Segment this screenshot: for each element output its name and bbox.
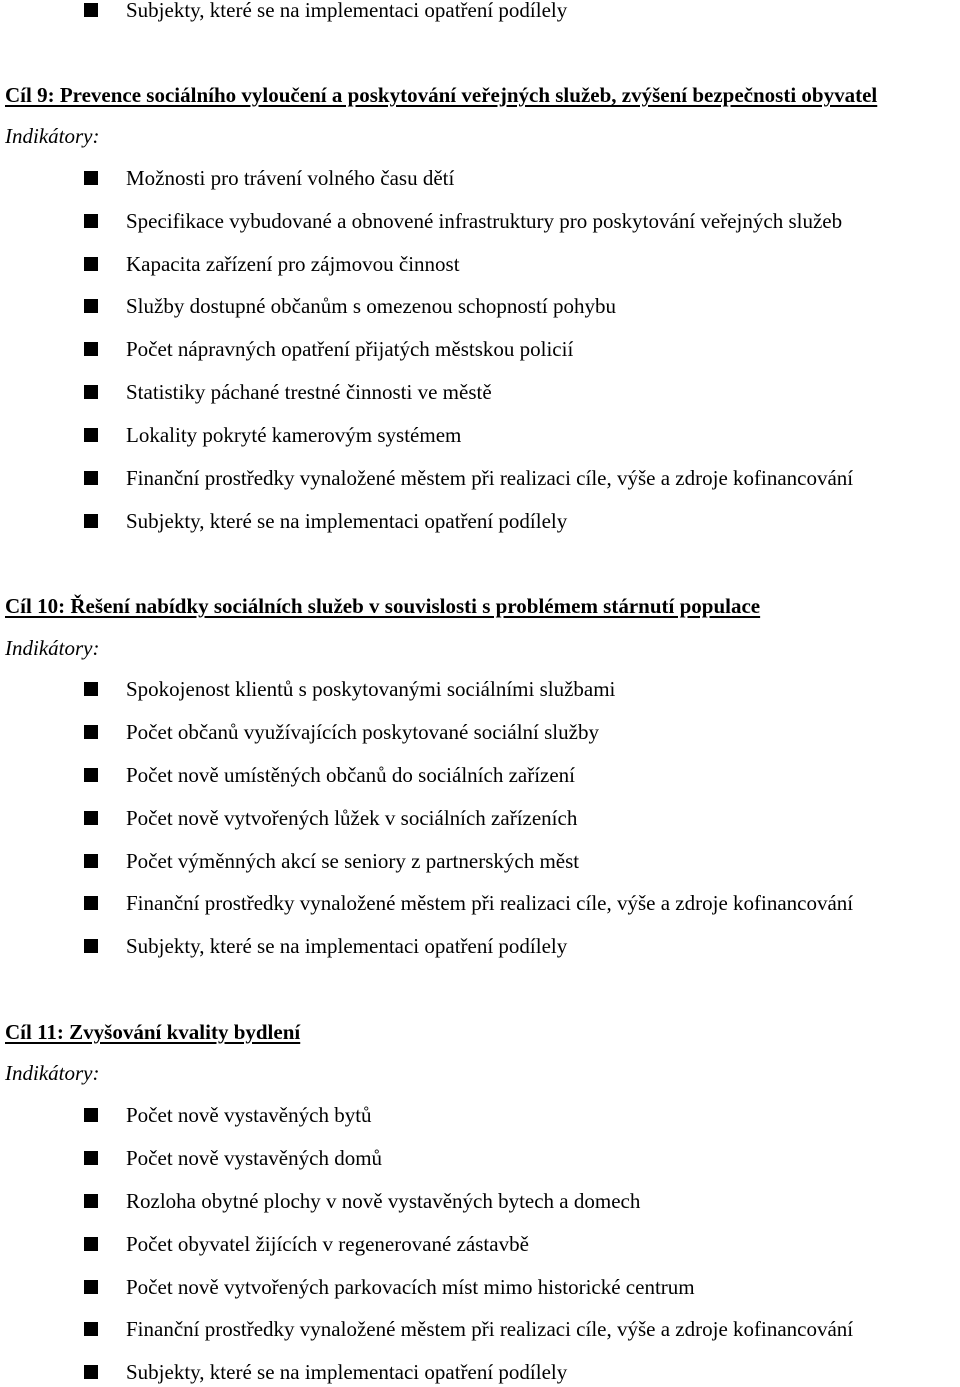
list-item xyxy=(84,165,454,191)
square-bullet-icon xyxy=(84,854,98,868)
list-item xyxy=(84,1316,853,1342)
list-item xyxy=(84,1145,382,1171)
square-bullet-icon xyxy=(84,939,98,953)
square-bullet-icon xyxy=(84,811,98,825)
square-bullet-icon xyxy=(84,1151,98,1165)
square-bullet-icon xyxy=(84,214,98,228)
list-item xyxy=(84,933,567,959)
list-item-text: Počet výměnných akcí se seniory z partnerských měst xyxy=(126,849,580,873)
list-item-text: Lokality pokryté kamerovým systémem xyxy=(126,423,462,447)
list-item-text: Počet nově vytvořených parkovacích míst mimo historické centrum xyxy=(126,1275,695,1299)
square-bullet-icon xyxy=(84,342,98,356)
square-bullet-icon xyxy=(84,1280,98,1294)
list-item-text: Počet nápravných opatření přijatých městskou policií xyxy=(126,337,574,361)
list-item-text: Počet nově vystavěných bytů xyxy=(126,1103,372,1127)
list-item-text: Subjekty, které se na implementaci opatření podílely xyxy=(126,934,568,958)
square-bullet-icon xyxy=(84,768,98,782)
list-item xyxy=(84,1102,372,1128)
list-item xyxy=(84,251,460,277)
square-bullet-icon xyxy=(84,725,98,739)
list-item-text: Možnosti pro trávení volného času dětí xyxy=(126,166,455,190)
list-item-text: Statistiky páchané trestné činnosti ve městě xyxy=(126,380,492,404)
list-item xyxy=(84,1359,567,1385)
list-item xyxy=(84,805,577,831)
list-item-text: Počet nově umístěných občanů do sociálních zařízení xyxy=(126,763,576,787)
square-bullet-icon xyxy=(84,1108,98,1122)
list-item xyxy=(84,762,575,788)
list-item-text: Finanční prostředky vynaložené městem při realizaci cíle, výše a zdroje kofinancování xyxy=(126,466,854,490)
square-bullet-icon xyxy=(84,385,98,399)
list-item xyxy=(84,890,853,916)
list-item xyxy=(84,719,599,745)
list-item xyxy=(84,293,616,319)
list-item xyxy=(84,336,573,362)
list-item-text: Rozloha obytné plochy v nově vystavěných bytech a domech xyxy=(126,1189,641,1213)
list-item xyxy=(84,465,853,491)
square-bullet-icon xyxy=(84,1365,98,1379)
square-bullet-icon xyxy=(84,299,98,313)
square-bullet-icon xyxy=(84,471,98,485)
indicators-label: Indikátory: xyxy=(5,1061,100,1085)
list-item xyxy=(84,208,842,234)
square-bullet-icon xyxy=(84,1194,98,1208)
list-item-text: Specifikace vybudované a obnovené infrastruktury pro poskytování veřejných služeb xyxy=(126,209,843,233)
list-item-text: Počet nově vystavěných domů xyxy=(126,1146,383,1170)
list-item xyxy=(84,1188,640,1214)
list-item xyxy=(84,676,615,702)
list-item-text: Subjekty, které se na implementaci opatření podílely xyxy=(126,0,568,22)
square-bullet-icon xyxy=(84,1322,98,1336)
list-item xyxy=(84,508,567,534)
list-item-text: Spokojenost klientů s poskytovanými sociálními službami xyxy=(126,677,616,701)
indicators-label: Indikátory: xyxy=(5,124,100,148)
list-item-text: Počet občanů využívajících poskytované sociální služby xyxy=(126,720,599,744)
list-item-text: Kapacita zařízení pro zájmovou činnost xyxy=(126,252,460,276)
list-item xyxy=(84,848,579,874)
list-item-text: Počet nově vytvořených lůžek v sociálních zařízeních xyxy=(126,806,578,830)
list-item-text: Subjekty, které se na implementaci opatření podílely xyxy=(126,509,568,533)
list-item xyxy=(84,1274,695,1300)
goal-title: Cíl 9: Prevence sociálního vyloučení a poskytování veřejných služeb, zvýšení bezpečnosti obyvatel xyxy=(5,83,878,107)
list-item-text: Služby dostupné občanům s omezenou schopností pohybu xyxy=(126,294,616,318)
list-item xyxy=(84,379,492,405)
list-item xyxy=(84,0,567,23)
square-bullet-icon xyxy=(84,257,98,271)
list-item xyxy=(84,1231,529,1257)
square-bullet-icon xyxy=(84,428,98,442)
square-bullet-icon xyxy=(84,3,98,17)
goal-title: Cíl 11: Zvyšování kvality bydlení xyxy=(5,1020,301,1044)
square-bullet-icon xyxy=(84,682,98,696)
square-bullet-icon xyxy=(84,1237,98,1251)
square-bullet-icon xyxy=(84,171,98,185)
list-item-text: Počet obyvatel žijících v regenerované zástavbě xyxy=(126,1232,529,1256)
list-item-text: Subjekty, které se na implementaci opatření podílely xyxy=(126,1360,568,1384)
square-bullet-icon xyxy=(84,896,98,910)
list-item-text: Finanční prostředky vynaložené městem při realizaci cíle, výše a zdroje kofinancování xyxy=(126,1317,854,1341)
square-bullet-icon xyxy=(84,514,98,528)
list-item-text: Finanční prostředky vynaložené městem při realizaci cíle, výše a zdroje kofinancování xyxy=(126,891,854,915)
indicators-label: Indikátory: xyxy=(5,636,100,660)
list-item xyxy=(84,422,461,448)
goal-title: Cíl 10: Řešení nabídky sociálních služeb v souvislosti s problémem stárnutí populace xyxy=(5,594,761,618)
